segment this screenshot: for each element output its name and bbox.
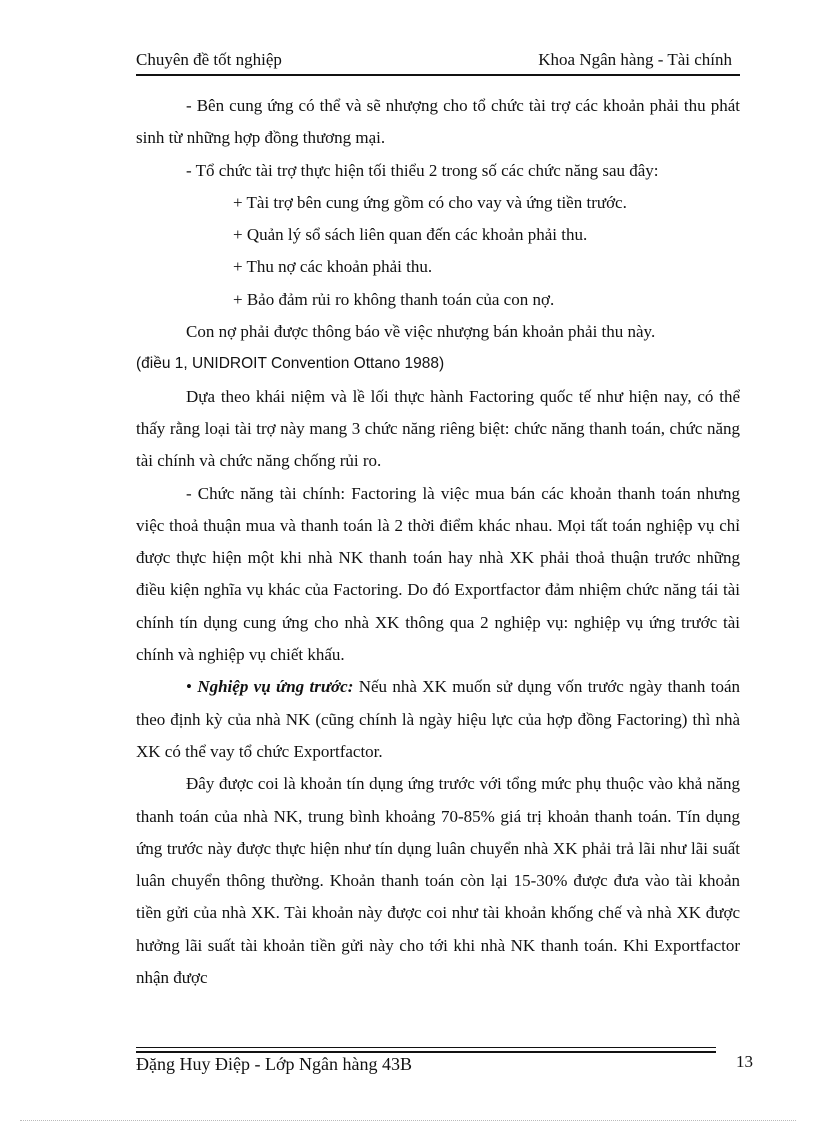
footer-author: Đặng Huy Điệp - Lớp Ngân hàng 43B — [136, 1054, 412, 1074]
paragraph: - Tổ chức tài trợ thực hiện tối thiểu 2 trong số các chức năng sau đây: — [186, 160, 659, 180]
list-item: + Quản lý sổ sách liên quan đến các khoản phải thu. — [233, 225, 588, 245]
page-body — [136, 90, 740, 994]
paragraph: Đây được coi là khoản tín dụng ứng trước với tổng mức phụ thuộc vào khả năng thanh toán của nhà NK, trung bình khoảng 70-85% giá trị khoản thanh toán. Tín dụng ứng trước này được thực hiện như tín dụng luân chuyển nhà XK phải trả lãi như lãi suất luân chuyển thông thường. Khoản thanh toán còn lại 15-30% được đưa vào tài khoản tiền gửi của nhà XK. Tài khoản này được coi như tài khoản khống chế và nhà XK được hưởng lãi suất tài khoản tiền gửi này cho tới khi nhà NK thanh toán. Khi Exportfactor nhận được — [136, 774, 740, 988]
header-right: Khoa Ngân hàng - Tài chính — [538, 50, 732, 69]
footer-rule — [136, 1051, 716, 1053]
paragraph: Dựa theo khái niệm và lề lối thực hành Factoring quốc tế như hiện nay, có thể thấy rằng loại tài trợ này mang 3 chức năng riêng biệt: chức năng thanh toán, chức năng tài chính và chức năng chống rủi ro. — [136, 386, 740, 471]
list-item: + Thu nợ các khoản phải thu. — [233, 257, 433, 277]
page-header — [136, 48, 740, 76]
bullet-icon: • — [186, 677, 192, 697]
footer-rule — [136, 1047, 716, 1048]
bullet-term: Nghiệp vụ ứng trước: — [197, 677, 354, 697]
header-left: Chuyên đề tốt nghiệp — [136, 50, 282, 69]
paragraph-bullet — [136, 671, 740, 768]
paragraph: - Bên cung ứng có thể và sẽ nhượng cho tổ chức tài trợ các khoản phải thu phát sinh từ những hợp đồng thương mại. — [136, 96, 740, 148]
page-number: 13 — [736, 1052, 753, 1071]
citation: (điều 1, UNIDROIT Convention Ottano 1988) — [136, 355, 445, 373]
paragraph: - Chức năng tài chính: Factoring là việc mua bán các khoản thanh toán nhưng việc thoả thuận mua và thanh toán là 2 thời điểm khác nhau. Mọi tất toán nghiệp vụ chỉ được thực hiện một khi nhà NK thanh toán hay nhà XK phải thoả thuận trước những điều kiện nghĩa vụ khác của Factoring. Do đó Exportfactor đảm nhiệm chức năng tái tài chính tín dụng cung ứng cho nhà XK thông qua 2 nghiệp vụ: nghiệp vụ ứng trước tài chính và nghiệp vụ chiết khấu. — [136, 483, 740, 665]
list-item: + Tài trợ bên cung ứng gồm có cho vay và ứng tiền trước. — [233, 192, 627, 212]
list-item: + Bảo đảm rủi ro không thanh toán của con nợ. — [233, 289, 555, 309]
bullet-text: Nếu nhà XK muốn sử dụng vốn trước ngày thanh toán theo định kỳ của nhà NK (cũng chính là ngày hiệu lực của hợp đồng Factoring) thì nhà XK có thể vay tổ chức Exportfactor. — [136, 677, 740, 761]
paragraph: Con nợ phải được thông báo về việc nhượng bán khoản phải thu này. — [186, 322, 656, 342]
page-edge — [20, 1120, 796, 1121]
